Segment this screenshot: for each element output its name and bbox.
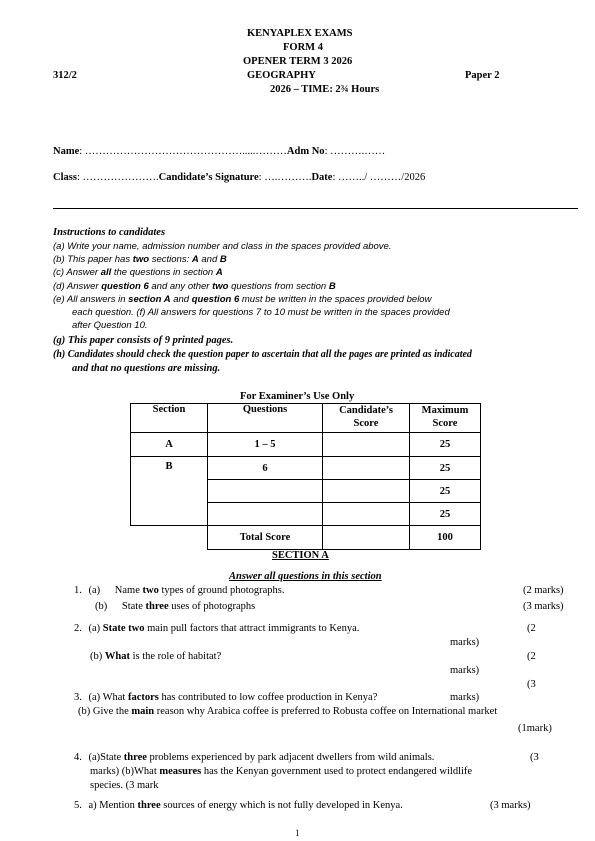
- header-candidate-score: [323, 404, 410, 433]
- instruction-d-bold: two: [212, 281, 229, 292]
- q4-line2-text: has the Kenyan government used to protect endangered wildlife: [201, 766, 473, 777]
- header-max-score: [410, 404, 481, 433]
- q2a-bold: State two: [102, 623, 145, 634]
- paper-number: Paper 2: [465, 70, 500, 81]
- q1b-text: uses of photographs: [168, 601, 256, 612]
- instruction-b-text: sections:: [149, 254, 192, 265]
- instruction-d-text: (d) Answer: [53, 281, 102, 292]
- q3a-text: has contributed to low coffee production in Kenya?: [158, 692, 378, 703]
- q1a-text: Name: [114, 585, 143, 596]
- table-row: [131, 457, 481, 480]
- q2b-marks-2: marks): [450, 665, 480, 676]
- instruction-e-bold: section A: [128, 294, 171, 305]
- q1a-bold: two: [142, 585, 159, 596]
- row-candidate-score[interactable]: [323, 480, 410, 503]
- instruction-c: [53, 267, 223, 278]
- exam-org: KENYAPLEX EXAMS: [247, 28, 353, 39]
- q5-number: 5.: [74, 800, 82, 811]
- section-a-title: SECTION A: [272, 550, 329, 561]
- instruction-e-bold: question 6: [191, 294, 240, 305]
- question-2b: [90, 651, 221, 662]
- instruction-b-bold: A: [191, 254, 199, 265]
- q4-marks: (3: [530, 752, 539, 763]
- class-signature-line: [53, 172, 425, 183]
- instruction-d-bold: question 6: [101, 281, 149, 292]
- row-questions: 6: [208, 457, 323, 480]
- question-1b: [95, 601, 255, 612]
- signature-field[interactable]: : ….……….: [258, 172, 312, 183]
- total-max-score: 100: [410, 526, 481, 550]
- question-2a: [74, 623, 359, 634]
- page-number: 1: [295, 828, 300, 838]
- header-candidate-score-l2: Score: [353, 418, 379, 429]
- q5-marks: (3 marks): [490, 800, 531, 811]
- name-label: Name: [53, 146, 80, 157]
- instruction-e-text: must be written in the spaces provided below: [239, 294, 432, 305]
- q2a-marks-2: marks): [450, 637, 480, 648]
- header-max-score-l2: Score: [432, 418, 458, 429]
- instruction-h-line2: and that no questions are missing.: [72, 363, 221, 374]
- question-1a: [74, 585, 285, 596]
- name-adm-line: [53, 146, 385, 157]
- q3a-marks-2: marks): [450, 692, 480, 703]
- instruction-b-text: and: [198, 254, 220, 265]
- instruction-c-text: the questions in section: [111, 267, 216, 278]
- question-3a: [74, 692, 377, 703]
- q4-text: (a)State: [88, 752, 124, 763]
- q3b-bold: main: [131, 706, 155, 717]
- q3a-text: (a) What: [88, 692, 128, 703]
- q1-number: 1.: [74, 585, 82, 596]
- row-candidate-score[interactable]: [323, 503, 410, 526]
- q2a-marks-1: (2: [527, 623, 536, 634]
- q5-text: a) Mention: [88, 800, 138, 811]
- row-section: A: [131, 433, 208, 457]
- class-label: Class: [53, 172, 77, 183]
- row-questions: 1 – 5: [208, 433, 323, 457]
- q2b-marks-1: (2: [527, 651, 536, 662]
- instruction-b: [53, 254, 227, 265]
- date-field[interactable]: : ……../ ………/2026: [332, 172, 426, 183]
- q3b-text: reason why Arabica coffee is preferred to Robusta coffee on International market: [154, 706, 498, 717]
- instructions-title: Instructions to candidates: [53, 227, 166, 238]
- instruction-d-text: and any other: [148, 281, 213, 292]
- q1a-part: (a): [88, 585, 101, 596]
- header-candidate-score-l1: Candidate’s: [339, 405, 393, 416]
- table-header-row: [131, 404, 481, 433]
- instruction-a: (a) Write your name, admission number and class in the spaces provided above.: [53, 241, 392, 252]
- divider-line: [53, 208, 578, 209]
- header-max-score-l1: Maximum: [421, 405, 469, 416]
- examiner-score-table: [130, 403, 481, 550]
- header-questions: Questions: [208, 404, 323, 433]
- paper-code: 312/2: [53, 70, 77, 81]
- q2a-text: (a): [88, 623, 103, 634]
- row-section: B: [131, 457, 208, 526]
- row-candidate-score[interactable]: [323, 457, 410, 480]
- q1b-marks: (3 marks): [523, 601, 564, 612]
- q2a-text: main pull factors that attract immigrants to Kenya.: [144, 623, 360, 634]
- instruction-d: [53, 281, 336, 292]
- instruction-e-line2: each question. (f) All answers for questions 7 to 10 must be written in the spaces provided: [72, 307, 450, 318]
- q4-line2-text: marks) (b)What: [90, 766, 160, 777]
- exam-subject: GEOGRAPHY: [247, 70, 316, 81]
- class-field[interactable]: : ………………….: [76, 172, 159, 183]
- instruction-b-text: (b) This paper has: [53, 254, 133, 265]
- adm-label: Adm No: [286, 146, 325, 157]
- header-section: Section: [131, 404, 208, 433]
- q3-number: 3.: [74, 692, 82, 703]
- q1b-text: State: [121, 601, 146, 612]
- instruction-c-text: (c) Answer: [53, 267, 101, 278]
- question-5: [74, 800, 403, 811]
- q4-bold: three: [123, 752, 147, 763]
- instruction-c-bold: all: [100, 267, 112, 278]
- table-caption: For Examiner’s Use Only: [240, 391, 355, 402]
- empty-cell: [131, 526, 208, 550]
- q2-number: 2.: [74, 623, 82, 634]
- q3a-bold: factors: [127, 692, 159, 703]
- instruction-b-bold: two: [132, 254, 150, 265]
- q4-text: problems experienced by park adjacent dwellers from wild animals.: [146, 752, 435, 763]
- table-row: [131, 433, 481, 457]
- question-4: [74, 752, 434, 763]
- q2b-text: is the role of habitat?: [129, 651, 222, 662]
- row-questions: [208, 503, 323, 526]
- q2b-bold: What: [104, 651, 130, 662]
- q4-number: 4.: [74, 752, 82, 763]
- instruction-e-line3: after Question 10.: [72, 320, 148, 331]
- q3b-marks: (1mark): [518, 723, 552, 734]
- row-max-score: 25: [410, 503, 481, 526]
- instruction-c-bold: A: [215, 267, 223, 278]
- q5-bold: three: [137, 800, 161, 811]
- question-4-line3: species. (3 mark: [90, 780, 159, 791]
- q1a-marks: (2 marks): [523, 585, 564, 596]
- name-field[interactable]: : ……………………………………….....………: [79, 146, 287, 157]
- q2b-text: (b): [90, 651, 105, 662]
- row-candidate-score[interactable]: [323, 433, 410, 457]
- row-max-score: 25: [410, 480, 481, 503]
- instruction-e-text: and: [170, 294, 192, 305]
- instruction-d-bold: B: [328, 281, 336, 292]
- table-total-row: [131, 526, 481, 550]
- exam-term: OPENER TERM 3 2026: [243, 56, 353, 67]
- instruction-b-bold: B: [219, 254, 227, 265]
- row-max-score: 25: [410, 433, 481, 457]
- total-candidate-score[interactable]: [323, 526, 410, 550]
- instruction-h-line1: (h) Candidates should check the question paper to ascertain that all the pages are printed as indicated: [53, 349, 472, 360]
- q1b-part: (b): [95, 601, 108, 612]
- row-max-score: 25: [410, 457, 481, 480]
- q3-marks-1: (3: [527, 679, 536, 690]
- question-3b: [78, 706, 497, 717]
- q1a-text: types of ground photographs.: [158, 585, 285, 596]
- adm-field[interactable]: : ……….……: [324, 146, 386, 157]
- exam-time: 2026 – TIME: 2¾ Hours: [270, 84, 380, 95]
- instruction-d-text: questions from section: [228, 281, 329, 292]
- instruction-e-text: (e) All answers in: [53, 294, 129, 305]
- q5-text: sources of energy which is not fully developed in Kenya.: [160, 800, 403, 811]
- total-label: Total Score: [208, 526, 323, 550]
- section-a-subtitle: Answer all questions in this section: [229, 571, 382, 582]
- q4-line2-bold: measures: [159, 766, 202, 777]
- row-questions: [208, 480, 323, 503]
- exam-form: FORM 4: [283, 42, 323, 53]
- q1b-bold: three: [145, 601, 169, 612]
- question-4-line2: [90, 766, 472, 777]
- instruction-g: (g) This paper consists of 9 printed pages.: [53, 335, 234, 346]
- date-label: Date: [311, 172, 333, 183]
- q3b-text: (b) Give the: [78, 706, 132, 717]
- signature-label: Candidate’s Signature: [158, 172, 259, 183]
- instruction-e: [53, 294, 431, 305]
